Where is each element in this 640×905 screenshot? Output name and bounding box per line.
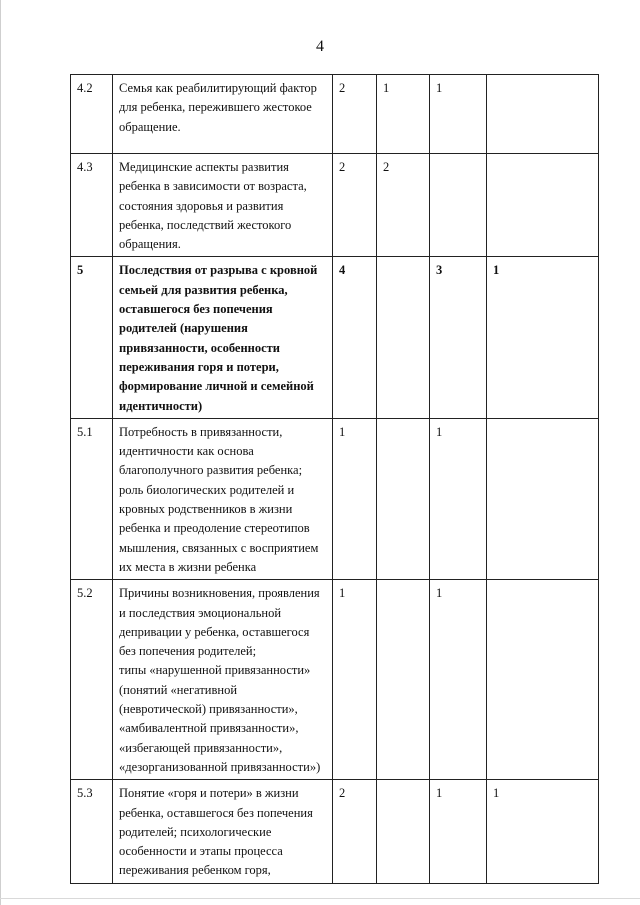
row-number: 4.2 bbox=[71, 75, 113, 154]
hours-practice: 1 bbox=[430, 418, 487, 579]
table-row bbox=[71, 580, 599, 780]
hours-lecture bbox=[377, 780, 430, 883]
hours-practice: 1 bbox=[430, 780, 487, 883]
hours-lecture: 1 bbox=[377, 75, 430, 154]
curriculum-table bbox=[70, 74, 599, 884]
hours-other bbox=[487, 75, 599, 154]
hours-lecture bbox=[377, 257, 430, 418]
hours-practice: 3 bbox=[430, 257, 487, 418]
table-row bbox=[71, 780, 599, 883]
hours-total: 2 bbox=[333, 75, 377, 154]
scan-edge bbox=[0, 0, 1, 905]
row-title: Причины возникновения, проявления и последствия эмоциональной депривации у ребенка, оставшегося без попечения родителей; типы «нарушенной привязанности» (понятий «негативной (невротической) привязанности», «амбивалентной привязанности», «избегающей привязанности», «дезорганизованной привязанности») bbox=[113, 580, 333, 780]
row-number: 5.2 bbox=[71, 580, 113, 780]
row-number: 5 bbox=[71, 257, 113, 418]
table-body bbox=[71, 75, 599, 884]
hours-practice bbox=[430, 154, 487, 257]
hours-lecture bbox=[377, 580, 430, 780]
row-number: 5.3 bbox=[71, 780, 113, 883]
page-number: 4 bbox=[316, 38, 324, 55]
hours-total: 4 bbox=[333, 257, 377, 418]
hours-other: 1 bbox=[487, 257, 599, 418]
hours-practice: 1 bbox=[430, 75, 487, 154]
table-row bbox=[71, 257, 599, 418]
hours-total: 1 bbox=[333, 418, 377, 579]
hours-lecture bbox=[377, 418, 430, 579]
row-number: 4.3 bbox=[71, 154, 113, 257]
table-row bbox=[71, 418, 599, 579]
hours-lecture: 2 bbox=[377, 154, 430, 257]
table-row bbox=[71, 154, 599, 257]
hours-practice: 1 bbox=[430, 580, 487, 780]
row-title: Понятие «горя и потери» в жизни ребенка, оставшегося без попечения родителей; психологические особенности и этапы процесса переживания ребенком горя, bbox=[113, 780, 333, 883]
row-number: 5.1 bbox=[71, 418, 113, 579]
hours-other bbox=[487, 418, 599, 579]
hours-other bbox=[487, 580, 599, 780]
hours-total: 1 bbox=[333, 580, 377, 780]
hours-total: 2 bbox=[333, 154, 377, 257]
hours-total: 2 bbox=[333, 780, 377, 883]
row-title: Последствия от разрыва с кровной семьей для развития ребенка, оставшегося без попечения родителей (нарушения привязанности, особенности переживания горя и потери, формирование личной и семейной идентичности) bbox=[113, 257, 333, 418]
hours-other: 1 bbox=[487, 780, 599, 883]
row-title: Медицинские аспекты развития ребенка в зависимости от возраста, состояния здоровья и развития ребенка, последствий жестокого обращения. bbox=[113, 154, 333, 257]
scan-bottom-edge bbox=[0, 898, 640, 899]
row-title: Потребность в привязанности, идентичности как основа благополучного развития ребенка; роль биологических родителей и кровных родственников в жизни ребенка и преодоление стереотипов мышления, связанных с восприятием их места в жизни ребенка bbox=[113, 418, 333, 579]
table-row bbox=[71, 75, 599, 154]
hours-other bbox=[487, 154, 599, 257]
row-title: Семья как реабилитирующий фактор для ребенка, пережившего жестокое обращение. bbox=[113, 75, 333, 154]
